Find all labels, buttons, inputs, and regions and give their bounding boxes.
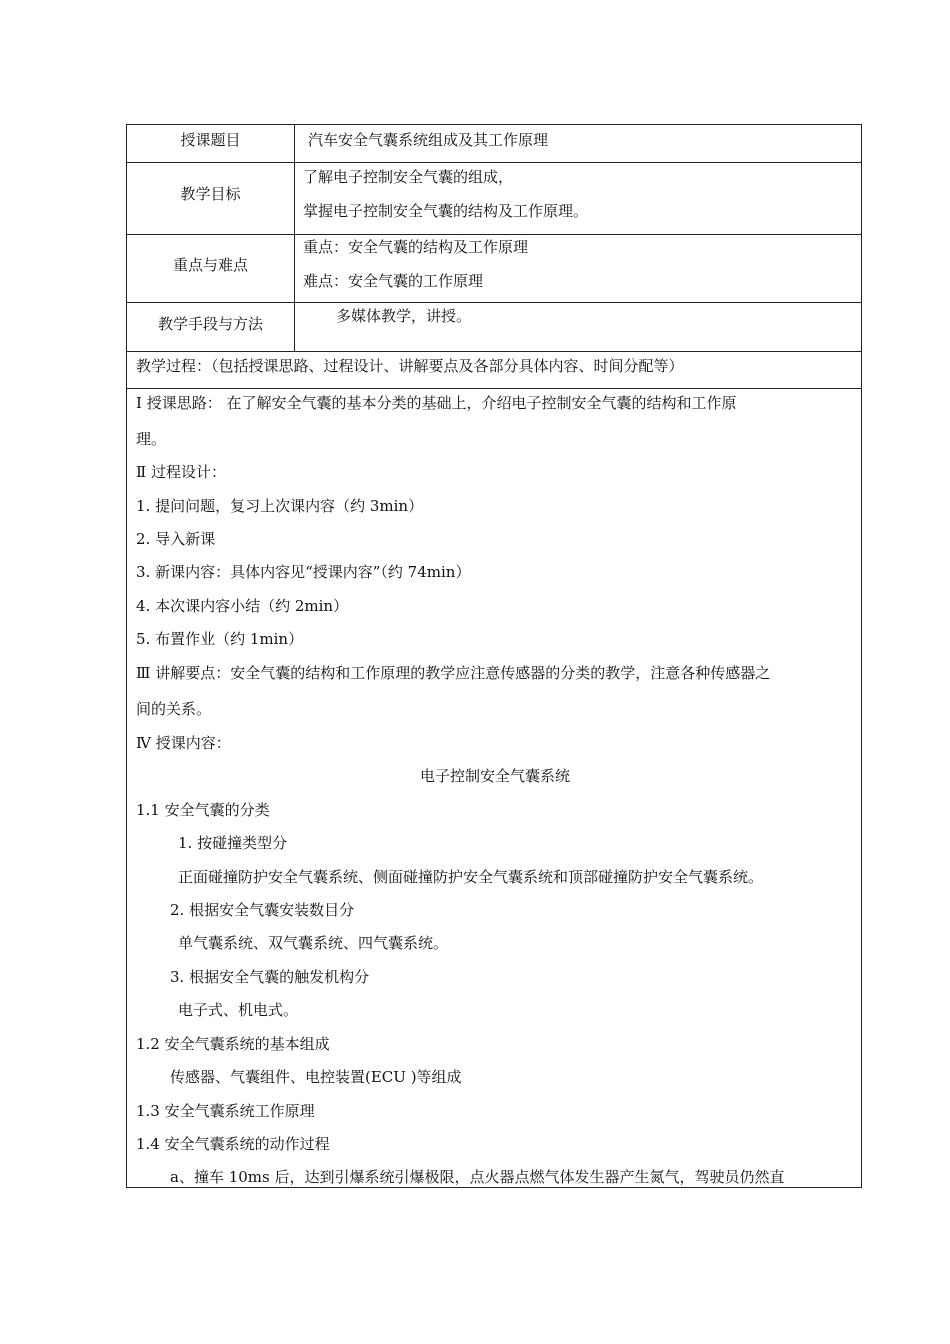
body-line: 单气囊系统、双气囊系统、四气囊系统。 [178,934,449,952]
body-line: 1.2 安全气囊系统的基本组成 [136,1035,330,1053]
row-divider [127,388,861,389]
body-line: Ⅳ 授课内容： [136,734,231,752]
column-divider [294,125,295,351]
body-line: 理。 [136,430,167,448]
body-line: 1. 提问问题，复习上次课内容（约 3min） [136,497,424,515]
row-label-methods: 教学手段与方法 [157,315,263,333]
row-label-key-points: 重点与难点 [172,256,248,274]
objective-line: 了解电子控制安全气囊的组成， [303,168,514,186]
body-line: 1.1 安全气囊的分类 [136,801,270,819]
body-line: 传感器、气囊组件、电控装置(ECU )等组成 [170,1068,462,1086]
body-line: 2. 导入新课 [136,530,216,548]
body-line: a、撞车 10ms 后，达到引爆系统引爆极限，点火器点燃气体发生器产生氮气，驾驶员仍然直 [170,1168,785,1186]
section-title: 电子控制安全气囊系统 [419,767,570,785]
body-line: 3. 新课内容：具体内容见“授课内容”（约 74min） [136,563,471,581]
process-heading: 教学过程：（包括授课思路、过程设计、讲解要点及各部分具体内容、时间分配等） [136,357,684,375]
body-line: 正面碰撞防护安全气囊系统、侧面碰撞防护安全气囊系统和顶部碰撞防护安全气囊系统。 [178,868,764,886]
row-divider [127,162,861,163]
methods-value: 多媒体教学，讲授。 [336,307,472,325]
row-divider [127,234,861,235]
lesson-plan-table [126,124,862,1188]
objective-line: 掌握电子控制安全气囊的结构及工作原理。 [303,202,589,220]
body-line: Ⅰ 授课思路： 在了解安全气囊的基本分类的基础上，介绍电子控制安全气囊的结构和工作原 [136,394,737,412]
body-line: 3. 根据安全气囊的触发机构分 [170,968,370,986]
row-divider [127,351,861,352]
body-line: Ⅲ 讲解要点：安全气囊的结构和工作原理的教学应注意传感器的分类的教学，注意各种传感器之 [136,664,771,682]
row-label-topic: 授课题目 [180,131,241,149]
body-line: Ⅱ 过程设计： [136,463,226,481]
body-line: 1.4 安全气囊系统的动作过程 [136,1135,330,1153]
topic-value: 汽车安全气囊系统组成及其工作原理 [308,131,549,149]
body-line: 5. 布置作业（约 1min） [136,630,304,648]
difficulty-line: 难点：安全气囊的工作原理 [303,272,484,290]
body-line: 2. 根据安全气囊安装数目分 [170,901,355,919]
body-line: 间的关系。 [136,700,212,718]
body-line: 1. 按碰撞类型分 [178,834,288,852]
body-line: 电子式、机电式。 [178,1001,299,1019]
body-line: 4. 本次课内容小结（约 2min） [136,597,349,615]
key-point-line: 重点：安全气囊的结构及工作原理 [303,238,529,256]
row-label-objectives: 教学目标 [180,185,241,203]
row-divider [127,302,861,303]
body-line: 1.3 安全气囊系统工作原理 [136,1102,315,1120]
